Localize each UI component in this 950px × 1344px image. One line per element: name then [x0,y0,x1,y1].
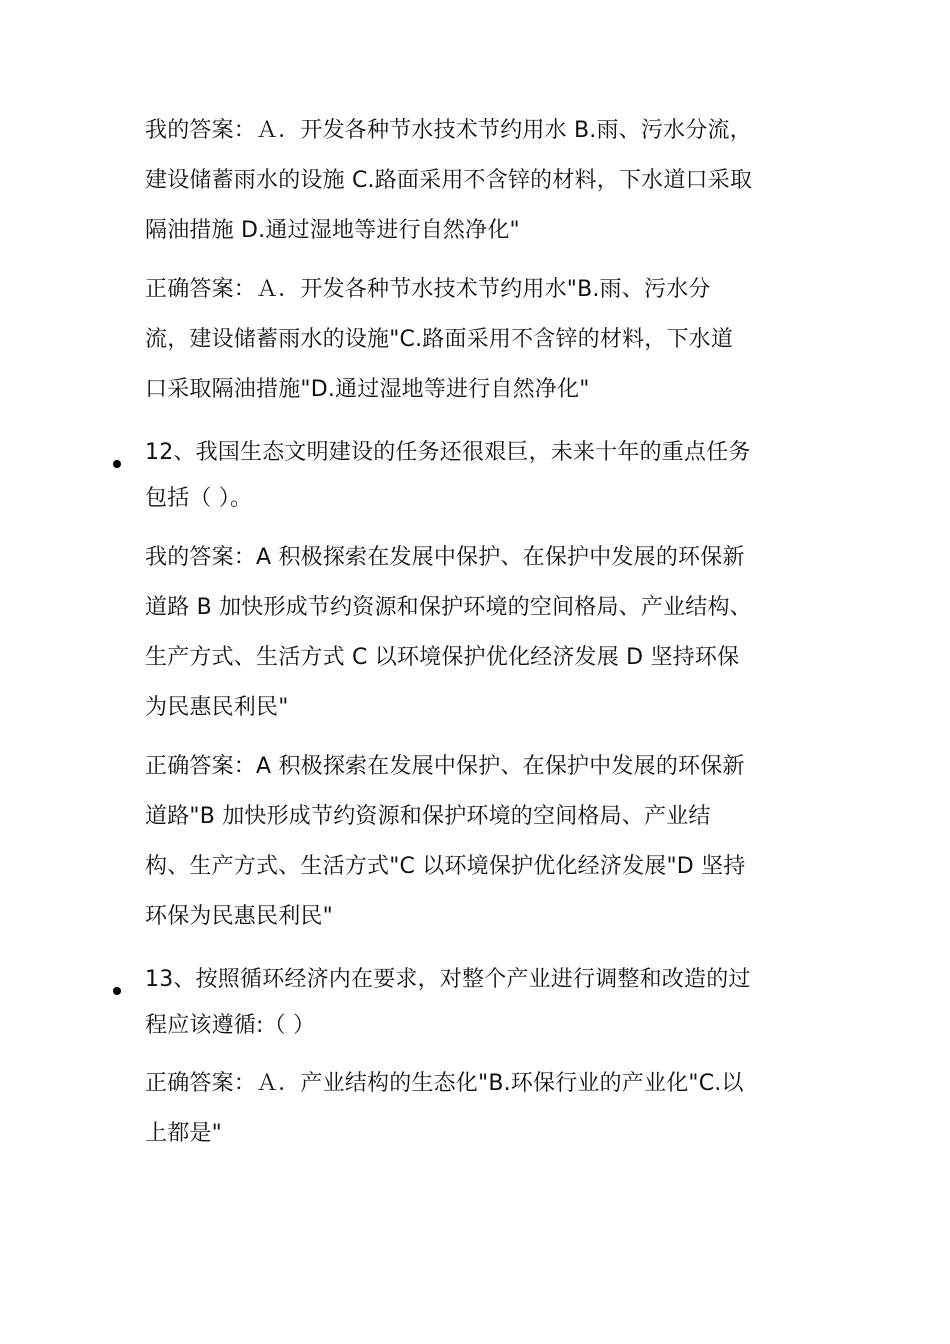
text-line: 构、生产方式、生活方式"C 以环境保护优化经济发展"D 坚持 [145,854,746,879]
text-line: 12、我国生态文明建设的任务还很艰巨，未来十年的重点任务 [145,440,751,465]
list-bullet-icon [113,987,121,995]
text-line: 道路"B 加快形成节约资源和保护环境的空间格局、产业结 [145,804,711,829]
list-bullet-icon [113,460,121,468]
q12-correct-answer [145,742,805,942]
text-line: 生产方式、生活方式 C 以环境保护优化经济发展 D 坚持环保 [145,645,740,670]
text-line: 正确答案：Ａ．产业结构的生态化"B.环保行业的产业化"C.以 [145,1071,744,1096]
text-line: 程应该遵循:（ ） [145,1013,316,1038]
text-line: 我的答案：A 积极探索在发展中保护、在保护中发展的环保新 [145,545,745,570]
text-line: 正确答案：A 积极探索在发展中保护、在保护中发展的环保新 [145,754,745,779]
text-line: 13、按照循环经济内在要求，对整个产业进行调整和改造的过 [145,967,751,992]
q12-question [145,430,805,522]
text-line: 环保为民惠民利民" [145,904,333,929]
text-line: 我的答案：Ａ．开发各种节水技术节约用水 B.雨、污水分流， [145,118,752,143]
text-line: 正确答案：Ａ．开发各种节水技术节约用水"B.雨、污水分 [145,277,711,302]
text-line: 为民惠民利民" [145,695,289,720]
text-line: 上都是" [145,1121,222,1146]
text-line: 隔油措施 D.通过湿地等进行自然净化" [145,218,520,243]
text-line: 口采取隔油措施"D.通过湿地等进行自然净化" [145,377,590,402]
text-line: 包括（ ）。 [145,486,253,511]
q11-my-answer [145,106,805,256]
q11-correct-answer [145,265,805,415]
q12-my-answer [145,533,805,733]
q13-correct-answer [145,1059,805,1159]
text-line: 道路 B 加快形成节约资源和保护环境的空间格局、产业结构、 [145,595,752,620]
text-line: 建设储蓄雨水的设施 C.路面采用不含锌的材料，下水道口采取 [145,168,753,193]
q13-question [145,957,805,1049]
text-line: 流，建设储蓄雨水的设施"C.路面采用不含锌的材料，下水道 [145,327,734,352]
